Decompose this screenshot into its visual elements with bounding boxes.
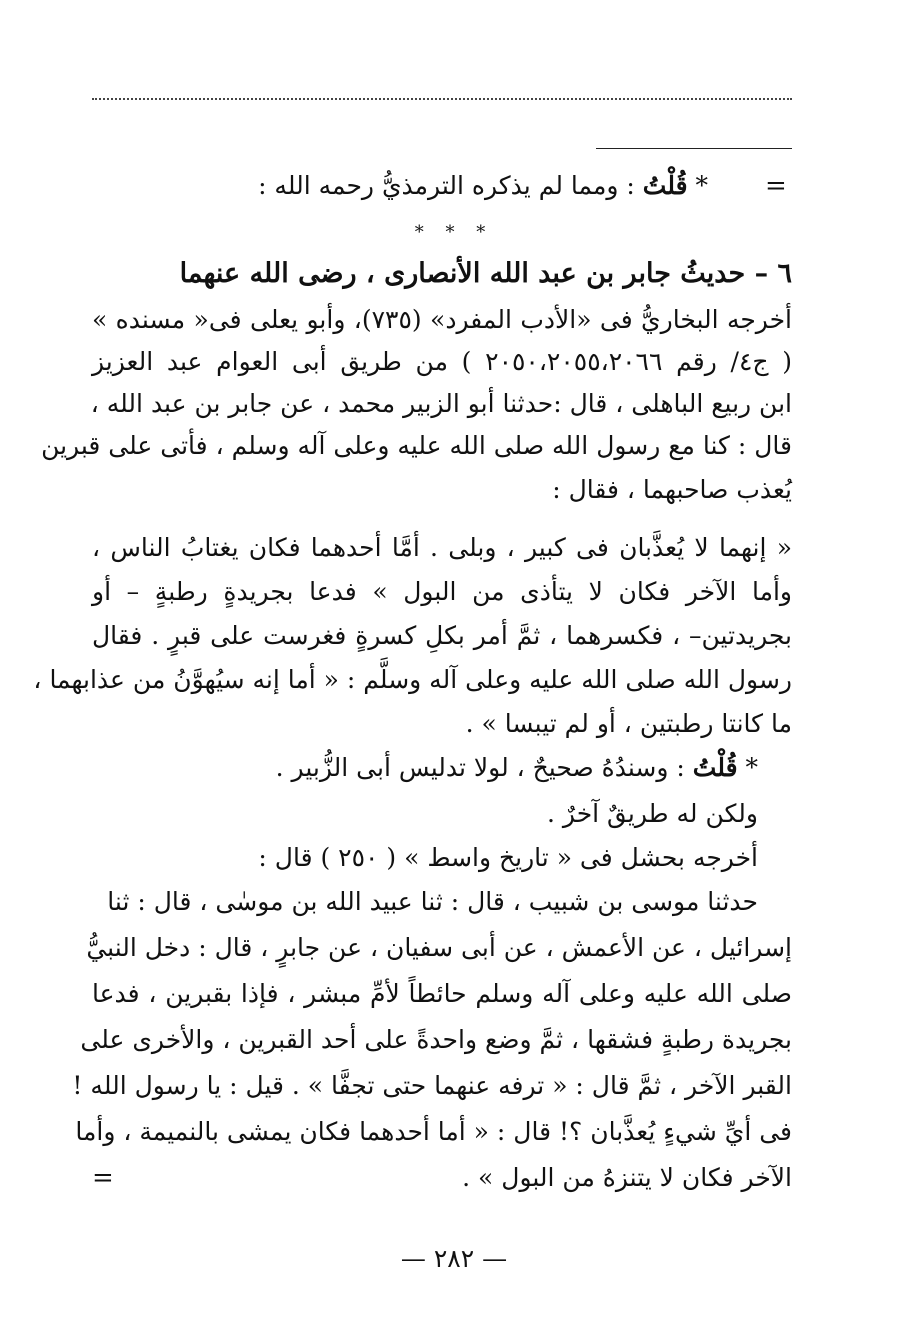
- text2-line-6: فى أيِّ شيءٍ يُعذَّبان ؟! قال : « أما أحدهما فكان يمشى بالنميمة ، وأما: [75, 1117, 792, 1146]
- continuation-marker-top: =: [765, 171, 787, 201]
- text-line-7: وأما الآخر فكان لا يتأذى من البول » فدعا بجريدةٍ رطبةٍ – أو: [92, 577, 792, 606]
- text-line-3: ابن ربيع الباهلى ، قال :حدثنا أبو الزبير محمد ، عن جابر بن عبد الله ،: [90, 389, 792, 418]
- text-line-9: رسول الله صلى الله عليه وعلى آله وسلَّم : « أما إنه سيُهوَّنُ من عذابهما ،: [33, 665, 792, 694]
- qultu-label: قُلْتُ: [692, 753, 738, 782]
- continuation-marker-bottom: =: [92, 1163, 114, 1193]
- text-line-6: « إنهما لا يُعذَّبان فى كبير ، وبلى . أمَّا أحدهما فكان يغتابُ الناس ،: [92, 533, 792, 562]
- star-icon: *: [745, 753, 758, 782]
- text2-line-5: القبر الآخر ، ثمَّ قال : « ترفه عنهما حتى تجفَّا » . قيل : يا رسول الله !: [72, 1071, 792, 1100]
- bahshal-line: أخرجه بحشل فى « تاريخ واسط » ( ٢٥٠ ) قال :: [258, 843, 758, 872]
- text2-line-3: صلى الله عليه وعلى آله وسلم حائطاً لأمِّ مبشر ، فإذا بقبرين ، فدعا: [92, 979, 792, 1008]
- text-line-5: يُعذب صاحبهما ، فقال :: [552, 475, 792, 504]
- note-top-text: : ومما لم يذكره الترمذيُّ رحمه الله :: [258, 171, 635, 200]
- other-route-line: ولكن له طريقٌ آخرٌ .: [547, 799, 758, 828]
- star-icon: *: [695, 171, 708, 200]
- section-separator-stars: * * *: [414, 222, 494, 243]
- text2-line-2: إسرائيل ، عن الأعمش ، عن أبى سفيان ، عن جابرٍ ، قال : دخل النبيُّ: [86, 933, 792, 962]
- text2-line-7: الآخر فكان لا يتنزهُ من البول » .: [462, 1163, 792, 1192]
- note-mid-text: : وسندُهُ صحيحٌ ، لولا تدليس أبى الزُّبير .: [275, 753, 685, 782]
- dotted-separator-line: [92, 98, 792, 100]
- note-mid: [276, 748, 758, 788]
- text-line-8: بجريدتين– ، فكسرهما ، ثمَّ أمر بكلِ كسرةٍ فغرست على قبرٍ . فقال: [92, 621, 792, 650]
- note-top: [258, 166, 708, 206]
- text2-line-4: بجريدة رطبةٍ فشقها ، ثمَّ وضع واحدةً على أحد القبرين ، والأخرى على: [80, 1025, 792, 1054]
- text-line-10: ما كانتا رطبتين ، أو لم تيبسا » .: [465, 709, 792, 738]
- text2-line-1: حدثنا موسى بن شبيب ، قال : ثنا عبيد الله بن موسٰى ، قال : ثنا: [107, 887, 758, 916]
- page-number: — ٢٨٢ —: [400, 1244, 508, 1273]
- footnote-rule: [596, 148, 792, 149]
- text-line-1: أخرجه البخاريُّ فى «الأدب المفرد» (٧٣٥)، وأبو يعلى فى« مسنده »: [92, 305, 792, 334]
- hadith-heading: ٦ – حديثُ جابر بن عبد الله الأنصارى ، رضى الله عنهما: [179, 258, 792, 289]
- qultu-label: قُلْتُ: [642, 171, 688, 200]
- text-line-2: ( ج٤/ رقم ٢٠٥٠،٢٠٥٥،٢٠٦٦ ) من طريق أبى العوام عبد العزيز: [92, 347, 792, 376]
- text-line-4: قال : كنا مع رسول الله صلى الله عليه وعلى آله وسلم ، فأتى على قبرين: [41, 431, 792, 460]
